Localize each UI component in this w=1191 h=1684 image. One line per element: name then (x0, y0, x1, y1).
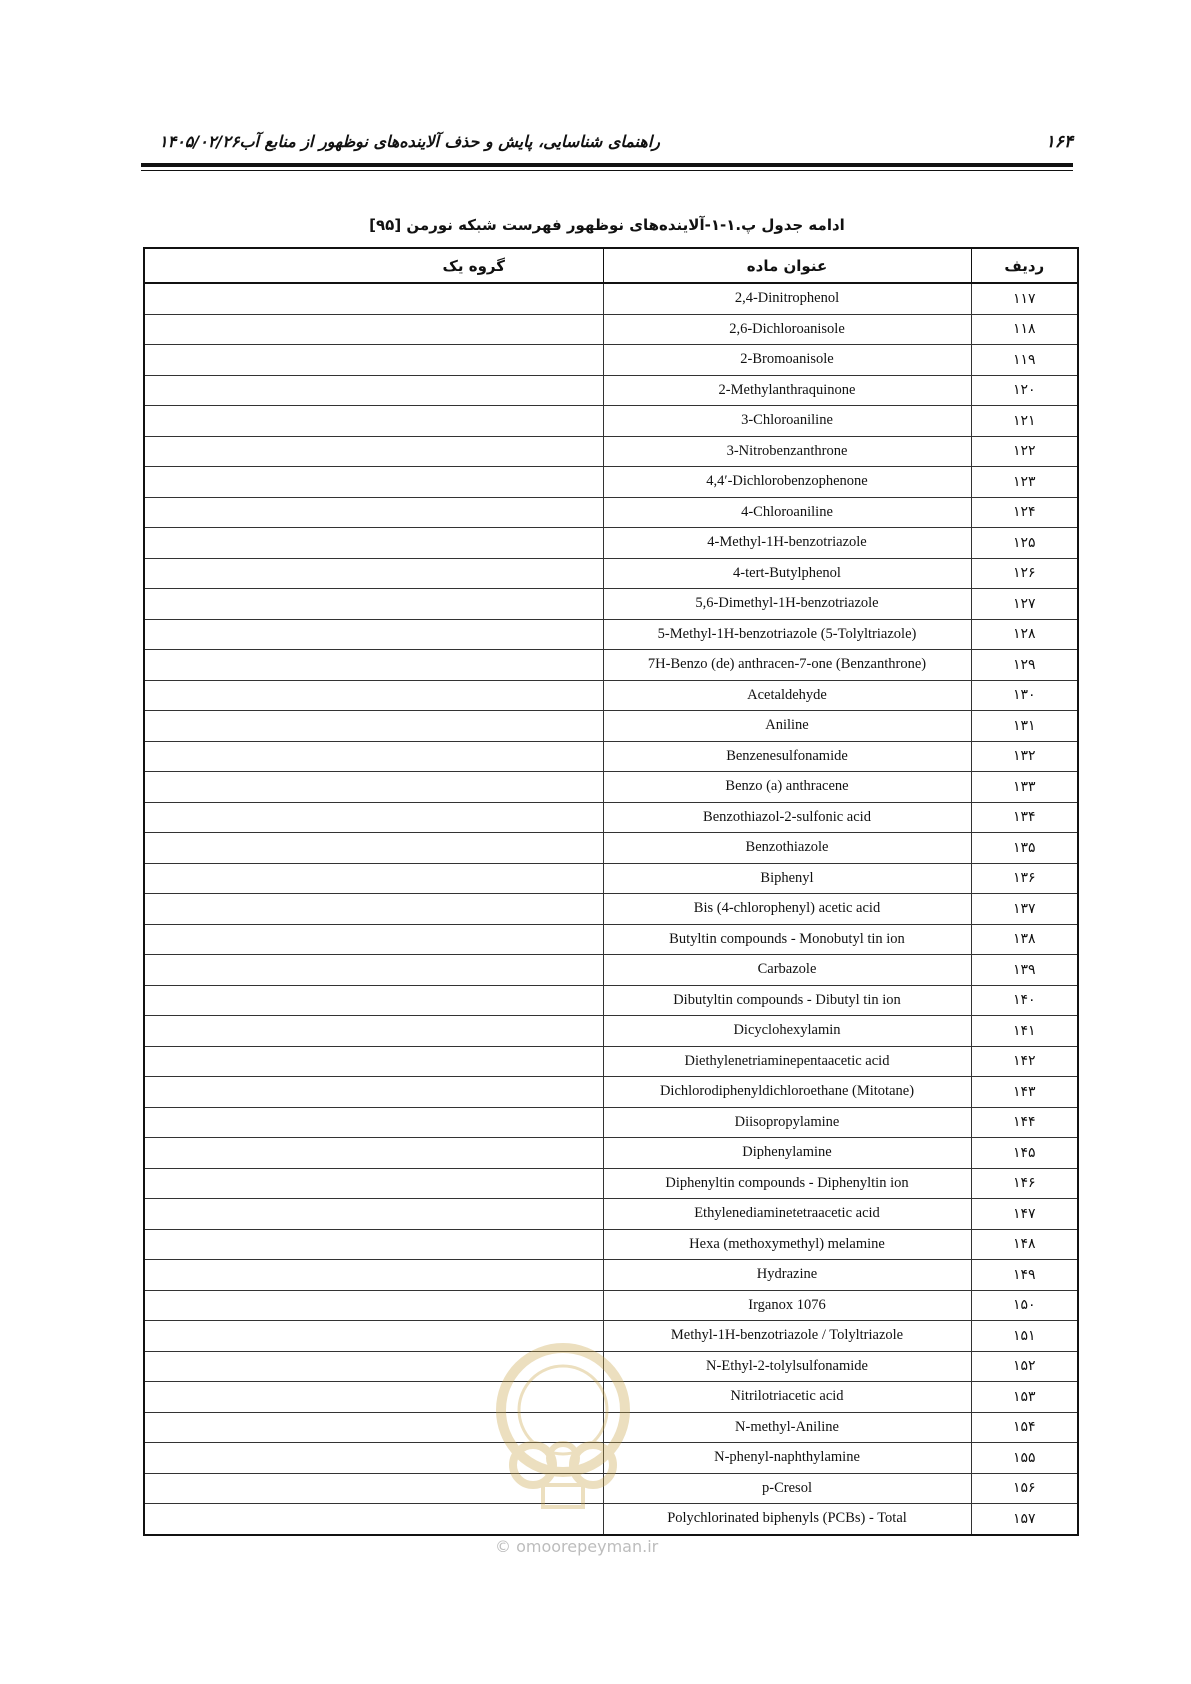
table-row (144, 650, 1078, 681)
row-number: ۱۳۲ (971, 741, 1078, 772)
table-row (144, 283, 1078, 314)
running-title (141, 132, 660, 151)
row-number: ۱۱۸ (971, 314, 1078, 345)
table-row (144, 863, 1078, 894)
substance-name: Dibutyltin compounds - Dibutyl tin ion (603, 985, 971, 1016)
group-cell (144, 1016, 603, 1047)
row-number: ۱۴۹ (971, 1260, 1078, 1291)
row-number: ۱۵۰ (971, 1290, 1078, 1321)
table-row (144, 436, 1078, 467)
header-rule-thick (141, 163, 1073, 167)
table-row (144, 985, 1078, 1016)
substance-name: 4-Methyl-1H-benzotriazole (603, 528, 971, 559)
table-row (144, 955, 1078, 986)
row-number: ۱۴۸ (971, 1229, 1078, 1260)
group-cell (144, 375, 603, 406)
table-row (144, 1077, 1078, 1108)
substance-name: 5-Methyl-1H-benzotriazole (5-Tolyltriazole) (603, 619, 971, 650)
group-cell (144, 955, 603, 986)
table-row (144, 528, 1078, 559)
table-row (144, 497, 1078, 528)
table-row (144, 406, 1078, 437)
group-cell (144, 283, 603, 314)
substance-name: 3-Chloroaniline (603, 406, 971, 437)
group-cell (144, 497, 603, 528)
table-caption: ادامه جدول پ.۱-۱-آلاینده‌های نوظهور فهرست شبکه نورمن [۹۵] (369, 216, 845, 234)
substance-name: Diisopropylamine (603, 1107, 971, 1138)
table-row (144, 711, 1078, 742)
table-row (144, 619, 1078, 650)
group-cell (144, 1321, 603, 1352)
substance-name: Polychlorinated biphenyls (PCBs) - Total (603, 1504, 971, 1535)
substance-name: 2-Bromoanisole (603, 345, 971, 376)
group-cell (144, 863, 603, 894)
row-number: ۱۳۷ (971, 894, 1078, 925)
group-cell (144, 1473, 603, 1504)
group-cell (144, 1046, 603, 1077)
table-row (144, 589, 1078, 620)
table-row (144, 1504, 1078, 1535)
header-substance-name: عنوان ماده (603, 248, 971, 283)
substance-name: Dicyclohexylamin (603, 1016, 971, 1047)
group-cell (144, 894, 603, 925)
group-cell (144, 1412, 603, 1443)
row-number: ۱۳۸ (971, 924, 1078, 955)
table-row (144, 741, 1078, 772)
table-row (144, 1229, 1078, 1260)
watermark-text: © omoorepeyman.ir (495, 1537, 659, 1556)
substance-name: 3-Nitrobenzanthrone (603, 436, 971, 467)
row-number: ۱۴۰ (971, 985, 1078, 1016)
table-row (144, 1382, 1078, 1413)
row-number: ۱۲۵ (971, 528, 1078, 559)
row-number: ۱۲۶ (971, 558, 1078, 589)
substance-name: Methyl-1H-benzotriazole / Tolyltriazole (603, 1321, 971, 1352)
table-row (144, 1107, 1078, 1138)
substance-name: Benzothiazole (603, 833, 971, 864)
table-row (144, 467, 1078, 498)
table-row (144, 1046, 1078, 1077)
group-cell (144, 1107, 603, 1138)
substance-name: 5,6-Dimethyl-1H-benzotriazole (603, 589, 971, 620)
book-title: راهنمای شناسایی، پایش و حذف آلاینده‌های نوظهور از منابع آب (239, 132, 660, 151)
substance-name: N-phenyl-naphthylamine (603, 1443, 971, 1474)
row-number: ۱۲۹ (971, 650, 1078, 681)
table-row (144, 1138, 1078, 1169)
table-row (144, 772, 1078, 803)
group-cell (144, 558, 603, 589)
row-number: ۱۲۳ (971, 467, 1078, 498)
substance-name: Dichlorodiphenyldichloroethane (Mitotane) (603, 1077, 971, 1108)
substance-name: Diphenyltin compounds - Diphenyltin ion (603, 1168, 971, 1199)
row-number: ۱۴۶ (971, 1168, 1078, 1199)
group-cell (144, 1382, 603, 1413)
group-cell (144, 589, 603, 620)
table-row (144, 680, 1078, 711)
row-number: ۱۵۱ (971, 1321, 1078, 1352)
row-number: ۱۵۶ (971, 1473, 1078, 1504)
contaminants-table (143, 247, 1079, 1536)
row-number: ۱۱۹ (971, 345, 1078, 376)
group-cell (144, 650, 603, 681)
row-number: ۱۲۴ (971, 497, 1078, 528)
row-number: ۱۴۷ (971, 1199, 1078, 1230)
table-row (144, 1412, 1078, 1443)
header-group: گروه یک (144, 248, 603, 283)
row-number: ۱۳۴ (971, 802, 1078, 833)
group-cell (144, 345, 603, 376)
row-number: ۱۳۵ (971, 833, 1078, 864)
substance-name: Benzenesulfonamide (603, 741, 971, 772)
group-cell (144, 1260, 603, 1291)
group-cell (144, 1504, 603, 1535)
table-row (144, 1473, 1078, 1504)
group-cell (144, 985, 603, 1016)
group-cell (144, 1138, 603, 1169)
table-row (144, 833, 1078, 864)
row-number: ۱۳۶ (971, 863, 1078, 894)
group-cell (144, 924, 603, 955)
table-row (144, 1321, 1078, 1352)
substance-name: p-Cresol (603, 1473, 971, 1504)
table-body (144, 283, 1078, 1535)
substance-name: Benzo (a) anthracene (603, 772, 971, 803)
row-number: ۱۵۳ (971, 1382, 1078, 1413)
row-number: ۱۱۷ (971, 283, 1078, 314)
substance-name: Carbazole (603, 955, 971, 986)
group-cell (144, 1229, 603, 1260)
substance-name: N-methyl-Aniline (603, 1412, 971, 1443)
group-cell (144, 1199, 603, 1230)
group-cell (144, 741, 603, 772)
table-row (144, 894, 1078, 925)
substance-name: Acetaldehyde (603, 680, 971, 711)
group-cell (144, 1443, 603, 1474)
header-rule-thin (141, 170, 1073, 171)
substance-name: Benzothiazol-2-sulfonic acid (603, 802, 971, 833)
table-row (144, 1351, 1078, 1382)
substance-name: Nitrilotriacetic acid (603, 1382, 971, 1413)
substance-name: Biphenyl (603, 863, 971, 894)
row-number: ۱۳۳ (971, 772, 1078, 803)
substance-name: 2-Methylanthraquinone (603, 375, 971, 406)
group-cell (144, 436, 603, 467)
substance-name: Aniline (603, 711, 971, 742)
substance-name: 2,6-Dichloroanisole (603, 314, 971, 345)
row-number: ۱۵۷ (971, 1504, 1078, 1535)
substance-name: 4-tert-Butylphenol (603, 558, 971, 589)
row-number: ۱۴۴ (971, 1107, 1078, 1138)
table-row (144, 1168, 1078, 1199)
row-number: ۱۲۰ (971, 375, 1078, 406)
table-row (144, 1016, 1078, 1047)
substance-name: Butyltin compounds - Monobutyl tin ion (603, 924, 971, 955)
table-row (144, 1260, 1078, 1291)
header-date: ۱۴۰۵/۰۲/۲۶ (159, 132, 240, 151)
substance-name: Irganox 1076 (603, 1290, 971, 1321)
substance-name: Bis (4-chlorophenyl) acetic acid (603, 894, 971, 925)
group-cell (144, 711, 603, 742)
group-cell (144, 1290, 603, 1321)
row-number: ۱۳۱ (971, 711, 1078, 742)
group-cell (144, 406, 603, 437)
row-number: ۱۴۳ (971, 1077, 1078, 1108)
group-cell (144, 680, 603, 711)
substance-name: Hexa (methoxymethyl) melamine (603, 1229, 971, 1260)
row-number: ۱۲۷ (971, 589, 1078, 620)
row-number: ۱۴۲ (971, 1046, 1078, 1077)
table-row (144, 1199, 1078, 1230)
table-row (144, 345, 1078, 376)
substance-name: Diethylenetriaminepentaacetic acid (603, 1046, 971, 1077)
table-row (144, 558, 1078, 589)
group-cell (144, 467, 603, 498)
row-number: ۱۲۱ (971, 406, 1078, 437)
substance-name: Hydrazine (603, 1260, 971, 1291)
table-row (144, 314, 1078, 345)
substance-name: 7H-Benzo (de) anthracen-7-one (Benzanthrone) (603, 650, 971, 681)
group-cell (144, 772, 603, 803)
substance-name: Ethylenediaminetetraacetic acid (603, 1199, 971, 1230)
substance-name: 2,4-Dinitrophenol (603, 283, 971, 314)
substance-name: 4-Chloroaniline (603, 497, 971, 528)
group-cell (144, 619, 603, 650)
substance-name: Diphenylamine (603, 1138, 971, 1169)
row-number: ۱۴۱ (971, 1016, 1078, 1047)
header-row-number: ردیف (971, 248, 1078, 283)
group-cell (144, 802, 603, 833)
group-cell (144, 1168, 603, 1199)
substance-name: 4,4′-Dichlorobenzophenone (603, 467, 971, 498)
row-number: ۱۳۹ (971, 955, 1078, 986)
table-row (144, 1443, 1078, 1474)
row-number: ۱۵۵ (971, 1443, 1078, 1474)
group-cell (144, 314, 603, 345)
group-cell (144, 833, 603, 864)
row-number: ۱۵۲ (971, 1351, 1078, 1382)
table-row (144, 802, 1078, 833)
group-cell (144, 528, 603, 559)
row-number: ۱۲۲ (971, 436, 1078, 467)
table-row (144, 375, 1078, 406)
row-number: ۱۳۰ (971, 680, 1078, 711)
group-cell (144, 1351, 603, 1382)
group-cell (144, 1077, 603, 1108)
running-header (141, 128, 1073, 162)
table-row (144, 1290, 1078, 1321)
table-row (144, 924, 1078, 955)
row-number: ۱۲۸ (971, 619, 1078, 650)
row-number: ۱۴۵ (971, 1138, 1078, 1169)
substance-name: N-Ethyl-2-tolylsulfonamide (603, 1351, 971, 1382)
page-number: ۱۶۴ (1045, 132, 1073, 152)
table-header-row (144, 248, 1078, 283)
row-number: ۱۵۴ (971, 1412, 1078, 1443)
